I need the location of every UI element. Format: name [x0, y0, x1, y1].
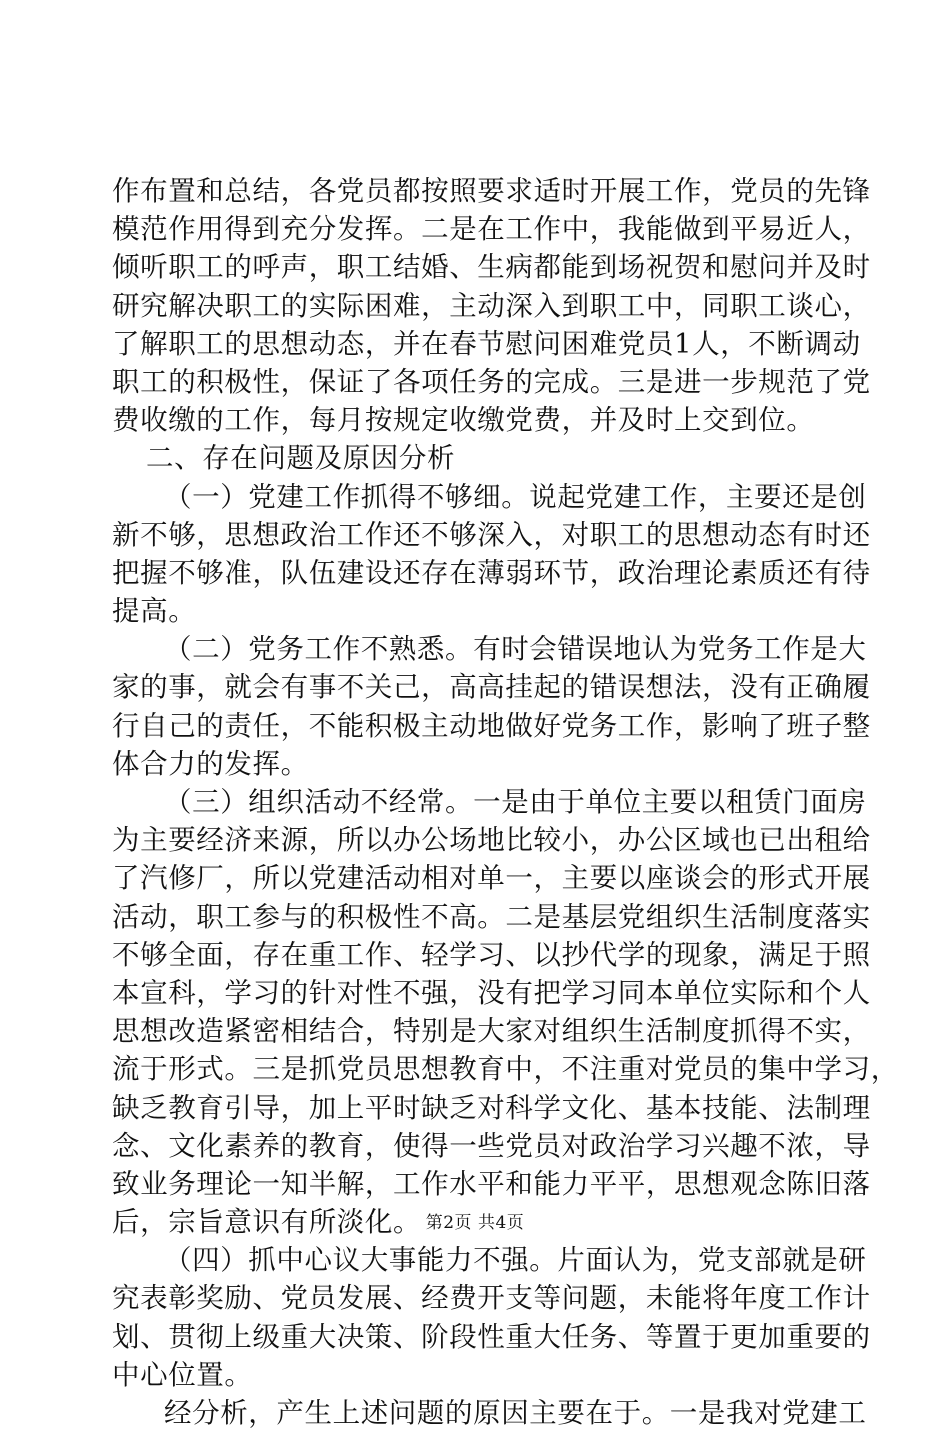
text-line: 念、文化素养的教育，使得一些党员对政治学习兴趣不浓，导: [112, 1129, 871, 1162]
text-line: 研究解决职工的实际困难，主动深入到职工中，同职工谈心，: [112, 289, 871, 322]
text-line: 倾听职工的呼声，职工结婚、生病都能到场祝贺和慰问并及时: [112, 251, 871, 284]
text-line: 为主要经济来源，所以办公场地比较小，办公区域也已出租给: [112, 824, 871, 857]
text-line: 行自己的责任，不能积极主动地做好党务工作，影响了班子整: [112, 709, 871, 742]
text-line: 了解职工的思想动态，并在春节慰问困难党员1人，不断调动: [112, 327, 861, 360]
text-line: 究表彰奖励、党员发展、经费开支等问题，未能将年度工作计: [112, 1282, 871, 1315]
text-line: 中心位置。: [112, 1358, 253, 1391]
body-text: [112, 172, 899, 1432]
text-line: 职工的积极性，保证了各项任务的完成。三是进一步规范了党: [112, 365, 871, 398]
page-footer: 第2页 共4页: [425, 1213, 525, 1233]
text-line: 本宣科，学习的针对性不强，没有把学习同本单位实际和个人: [112, 976, 871, 1009]
text-line: 新不够，思想政治工作还不够深入，对职工的思想动态有时还: [112, 518, 871, 551]
text-line: 模范作用得到充分发挥。二是在工作中，我能做到平易近人，: [112, 213, 871, 246]
text-line: 体合力的发挥。: [112, 747, 309, 780]
text-line: 流于形式。三是抓党员思想教育中，不注重对党员的集中学习，: [112, 1053, 899, 1086]
text-line: 提高。: [112, 595, 197, 628]
text-line: （四）抓中心议大事能力不强。片面认为，党支部就是研: [164, 1244, 867, 1277]
text-line: 了汽修厂，所以党建活动相对单一，主要以座谈会的形式开展: [112, 862, 871, 895]
text-line: 作布置和总结，各党员都按照要求适时开展工作，党员的先锋: [112, 175, 871, 207]
text-line: 致业务理论一知半解，工作水平和能力平平，思想观念陈旧落: [112, 1167, 871, 1200]
text-line: （一）党建工作抓得不够细。说起党建工作，主要还是创: [164, 480, 867, 513]
text-line: 经分析，产生上述问题的原因主要在于。一是我对党建工: [164, 1397, 867, 1429]
text-line: 活动，职工参与的积极性不高。二是基层党组织生活制度落实: [112, 900, 871, 933]
text-line: 家的事，就会有事不关己，高高挂起的错误想法，没有正确履: [112, 671, 871, 704]
text-line: 费收缴的工作，每月按规定收缴党费，并及时上交到位。: [112, 404, 815, 437]
text-line: 后，宗旨意识有所淡化。: [112, 1206, 422, 1239]
text-line: 不够全面，存在重工作、轻学习、以抄代学的现象，满足于照: [112, 938, 871, 971]
text-line: （三）组织活动不经常。一是由于单位主要以租赁门面房: [164, 786, 867, 818]
text-line: 划、贯彻上级重大决策、阶段性重大任务、等置于更加重要的: [112, 1320, 871, 1353]
text-line: 缺乏教育引导，加上平时缺乏对科学文化、基本技能、法制理: [112, 1091, 871, 1124]
text-line: （二）党务工作不熟悉。有时会错误地认为党务工作是大: [164, 633, 867, 666]
text-line: 二、存在问题及原因分析: [146, 442, 456, 475]
text-line: 思想改造紧密相结合，特别是大家对组织生活制度抓得不实，: [112, 1015, 871, 1048]
text-line: 把握不够准，队伍建设还存在薄弱环节，政治理论素质还有待: [112, 556, 871, 589]
